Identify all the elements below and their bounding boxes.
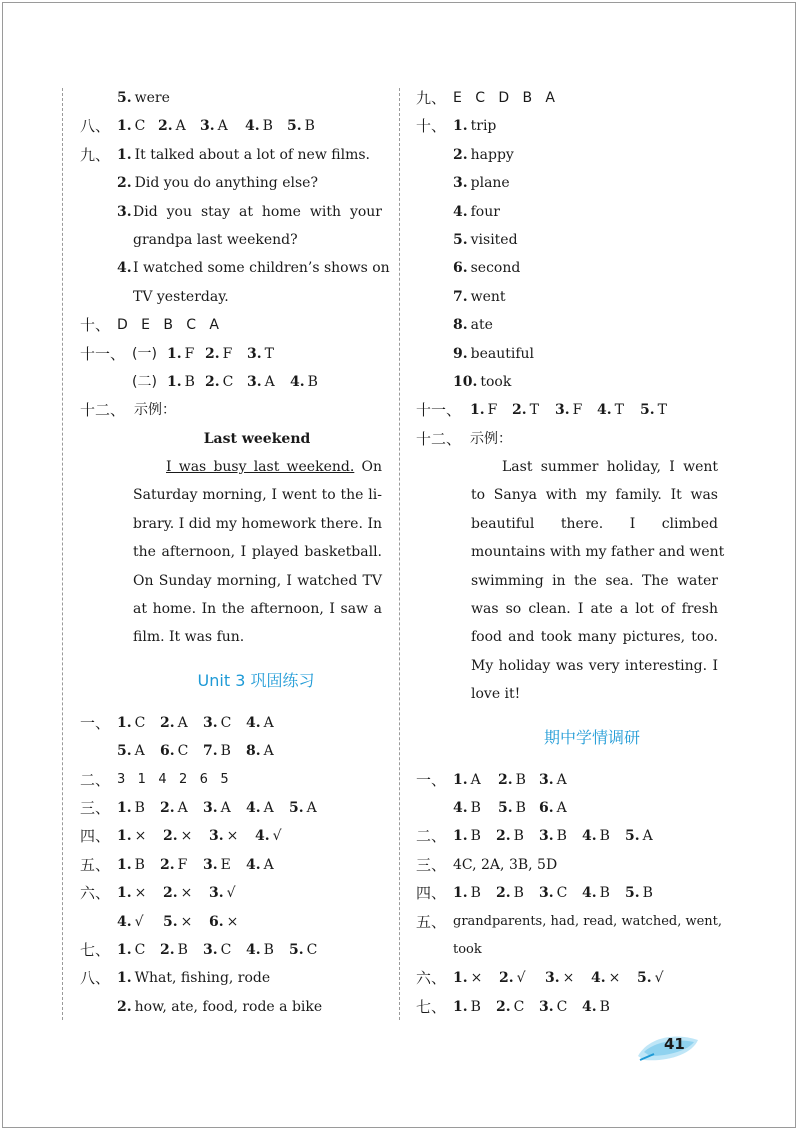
answer-row: 8. ate (453, 317, 493, 334)
essay-line: Last summer holiday, I went (502, 459, 718, 476)
answer-row: 9. beautiful (453, 345, 535, 362)
answer-row: 6. second (453, 260, 521, 277)
answer-row: TV yesterday. (133, 288, 229, 305)
answer-row: took (453, 941, 482, 957)
answer-row: 2. happy (453, 146, 514, 163)
unit-section-6: 六、 1. × 2. × 3. √ (80, 884, 236, 903)
answer-row: 3. plane (453, 175, 510, 192)
unit-section-3: 三、 1. B 2. A 3. A 4. A 5. A (80, 798, 317, 817)
unit-section-5: 五、 1. B 2. F 3. E 4. A (80, 855, 274, 874)
section-9: 九、 E C D B A (416, 89, 555, 107)
section-8: 八、 1. C 2. A 3. A 4. B 5. B (80, 112, 382, 140)
answer-row: 2. Did you do anything else? (117, 175, 318, 192)
column-divider (399, 88, 400, 1020)
essay-line: I was busy last weekend. On (166, 459, 382, 476)
essay-line: love it! (471, 686, 521, 703)
answer-row: 5. A 6. C 7. B 8. A (117, 743, 274, 760)
answer-row: 2. how, ate, food, rode a bike (117, 998, 323, 1015)
left-column (80, 84, 390, 1021)
section-11: 十一、 (一) 1. F 2. F 3. T (80, 344, 274, 363)
essay-line: swimming in the sea. The water (471, 572, 718, 589)
answer-row: 4. I watched some children’s shows on (117, 260, 390, 277)
mid-section-6: 六、 1. × 2. √ 3. × 4. × 5. √ (416, 969, 664, 988)
answer-row: 7. went (453, 288, 506, 305)
essay-line: On Sunday morning, I watched TV (133, 572, 382, 589)
answer-row: 10. took (453, 373, 512, 390)
essay-line: mountains with my father and went (471, 544, 725, 561)
essay-line: the afternoon, I played basketball. (133, 544, 382, 561)
answer-row: (二) 1. B 2. C 3. A 4. B (132, 373, 318, 390)
answer-row: 4. four (453, 203, 500, 220)
midterm-heading: 期中学情调研 (543, 727, 640, 747)
essay-line: My holiday was very interesting. I (471, 657, 718, 674)
section-10: 十、 1. trip (416, 117, 497, 136)
unit-section-8: 八、 1. What, fishing, rode (80, 969, 271, 988)
answer-row: grandpa last weekend? (133, 231, 298, 248)
mid-section-1: 一、 1. A 2. B 3. A (416, 770, 567, 789)
unit-heading: Unit 3 巩固练习 (197, 670, 315, 690)
essay-line: was so clean. I ate a lot of fresh (471, 601, 718, 618)
answer-row: 5. visited (453, 231, 518, 248)
essay-title: Last weekend (203, 430, 311, 447)
answer-row: 3. Did you stay at home with your (117, 203, 382, 220)
essay-line: brary. I did my homework there. In (133, 515, 382, 532)
unit-section-7: 七、 1. C 2. B 3. C 4. B 5. C (80, 940, 318, 959)
mid-section-5: 五、 grandparents, had, read, watched, went, (416, 912, 723, 931)
essay-line: beautiful there. I climbed (471, 515, 718, 532)
page-number: 41 (664, 1035, 685, 1053)
underlined-sentence: I was busy last weekend. (166, 459, 355, 476)
answer-row: 5. were (117, 90, 170, 106)
section-12: 十二、 示例： (80, 401, 176, 420)
essay-line: at home. In the afternoon, I saw a (133, 601, 382, 618)
left-margin-line (62, 88, 63, 1020)
essay-line: film. It was fun. (133, 629, 245, 646)
unit-section-1: 一、 1. C 2. A 3. C 4. A (80, 713, 274, 732)
answer-row: 4. B 5. B 6. A (453, 799, 567, 816)
answer-row: 4. √ 5. × 6. × (117, 913, 239, 930)
section-10: 十、 D E B C A (80, 316, 219, 335)
essay-line: food and took many pictures, too. (471, 629, 718, 646)
mid-section-2: 二、 1. B 2. B 3. B 4. B 5. A (416, 827, 653, 846)
right-column (416, 84, 725, 1021)
essay-line: to Sanya with my family. It was (471, 487, 718, 504)
section-11: 十一、 1. F 2. T 3. F 4. T 5. T (416, 401, 667, 420)
mid-section-7: 七、 1. B 2. C 3. C 4. B (416, 997, 610, 1016)
unit-section-4: 四、 1. × 2. × 3. × 4. √ (80, 827, 282, 846)
section-12: 十二、 示例： (416, 429, 512, 448)
mid-section-4: 四、 1. B 2. B 3. C 4. B 5. B (416, 884, 653, 903)
section-9: 九、 1. It talked about a lot of new films. (80, 141, 382, 169)
section-label: 八、 (80, 117, 111, 136)
essay-line: Saturday morning, I went to the li- (133, 487, 382, 504)
section-label: 九、 (80, 145, 111, 164)
mid-section-3: 三、 4C, 2A, 3B, 5D (416, 855, 558, 874)
unit-section-2: 二、 3 1 4 2 6 5 (80, 770, 229, 789)
